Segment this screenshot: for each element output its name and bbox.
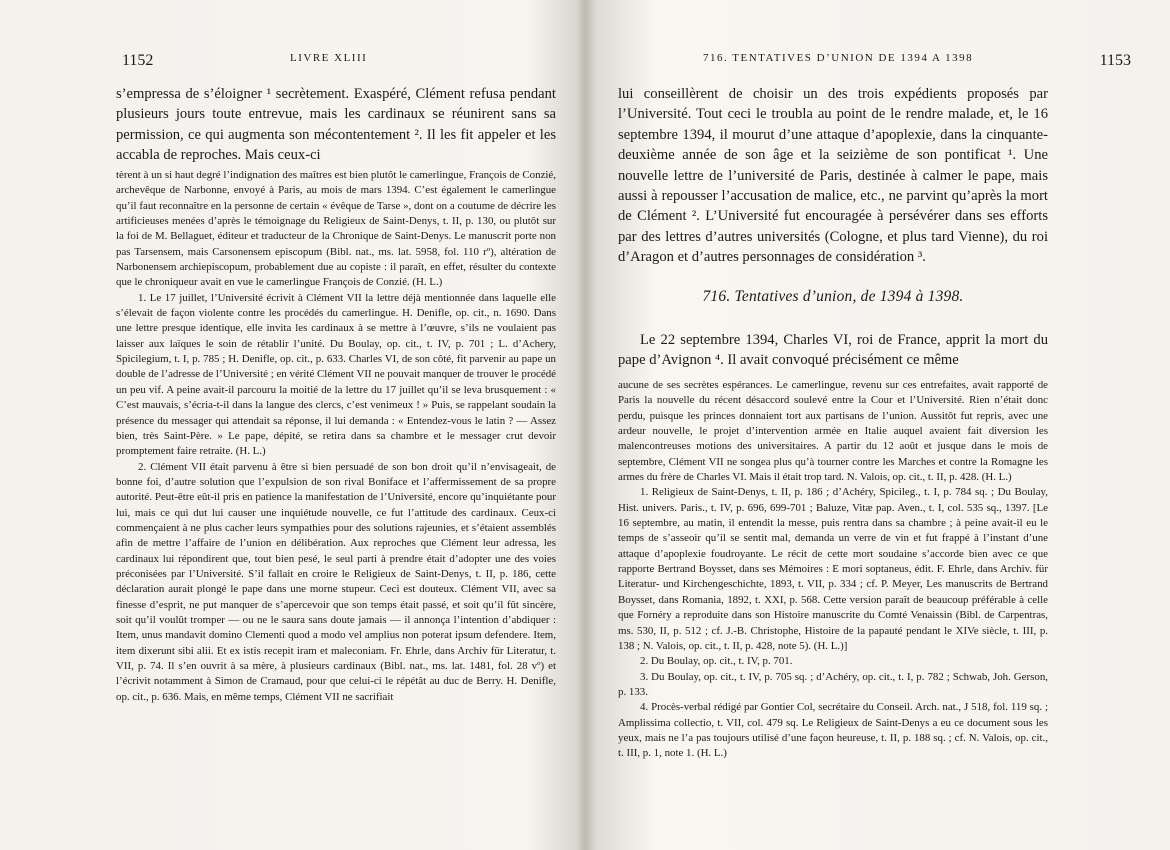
footnote-continued: tèrent à un si haut degré l’indignation des maîtres est bien plutôt le camerlingue, François de Conzié, archevêque de Narbonne, envoyé à Paris, au mois de mars 1394. C’est également le camerlingue qu’il faut reconnaître en la personne de certain « évêque de Tarse », dont on a coutume de décrire les artificieuses menées d’après le témoignage du Religieux de Saint-Denys, t. II, p. 130, ou plutôt sur la foi de M. Bellaguet, éditeur et traducteur de la Chronique de Saint-Denys. Le manuscrit porte non pas Tarsensem, mais Carsonensem episcopum (Bibl. nat., ms. lat. 5958, fol. 110 rº), altération de Narbonensem archiepiscopum, probablement due au copiste : il paraît, en effet, résulter du contexte que le chroniqueur avait en vue le camerlingue François de Conzié. (H. L.) [116, 169, 556, 289]
body-text-block [116, 84, 556, 166]
body-text-block [618, 330, 1048, 371]
running-title: 716. TENTATIVES D’UNION DE 1394 A 1398 [703, 52, 974, 64]
body-paragraph: Le 22 septembre 1394, Charles VI, roi de France, apprit la mort du pape d’Avignon ⁴. Il avait convoqué précisément ce même [618, 332, 1048, 369]
section-heading-block [618, 288, 1048, 306]
footnote-3: 3. Du Boulay, op. cit., t. IV, p. 705 sq. ; d’Achéry, op. cit., t. I, p. 782 ; Schwab, Joh. Gerson, p. 133. [618, 670, 1048, 698]
footnote-2: 2. Du Boulay, op. cit., t. IV, p. 701. [640, 655, 793, 668]
page-number: 1152 [122, 52, 154, 69]
page-number: 1153 [1099, 52, 1131, 69]
footnote-1: 1. Le 17 juillet, l’Université écrivit à Clément VII la lettre déjà mentionnée dans laquelle elle s’élevait de façon violente contre les procédés du camerlingue. H. Denifle, op. cit., n. 1690. Dans une lettre presque identique, elle invita les cardinaux à se mettre à l’œuvre, s’ils ne voulaient pas laisser aux laïques le soin de rétablir l’unité. Du Boulay, op. cit., t. IV, p. 701 ; L. d’Achery, Spicilegium, t. I, p. 785 ; H. Denifle, op. cit., p. 633. Charles VI, de son côté, fit parvenir au pape un double de l’adresse de l’Université ; en vérité Clément VII ne pouvait manquer de trouver le procédé un peu vif. A peine avait-il parcouru la moitié de la lettre du 17 juillet qu’il se leva brusquement : « C’est mauvais, s’écria-t-il dans la langue des clercs, c’est venimeux ! » Puis, se rappelant soudain la présence du messager qui attendait sa réponse, il lui demanda : « Entendez-vous le latin ? — Assez bien, très Saint-Père. » Le pape, dépité, se retira dans sa chambre et le messager crut devoir promptement faire retraite. (H. L.) [116, 291, 556, 458]
body-paragraph: s’empressa de s’éloigner ¹ secrètement. Exaspéré, Clément refusa pendant plusieurs jours toute entrevue, mais les cardinaux se réunirent sans sa permission, ce qui augmenta son mécontentement ². Il les fit appeler et les accabla de reproches. Mais ceux-ci [116, 86, 556, 164]
footnote-1: 1. Religieux de Saint-Denys, t. II, p. 186 ; d’Achéry, Spicileg., t. I, p. 784 sq. ; Du Boulay, Hist. univers. Paris., t. IV, p. 696, 699-701 ; Baluze, Vitæ pap. Aven., t. I, col. 535 sq., 1397. [Le 16 septembre, au matin, il entendit la messe, puis rentra dans sa chambre ; à peine avait-il eu le temps de s’asseoir qu’il se sentit mal, demanda un verre de vin et fut frappé à l’instant d’une attaque d’apoplexie foudroyante. Le récit de cette mort soudaine s’accorde bien avec ce que rapporte Bertrand Boysset, dans ses Mémoires : E mori soptaneus, édit. F. Ehrle, dans Archiv. für Literatur- und Kirchengeschichte, 1893, t. VII, p. 334 ; cf. P. Meyer, Les manuscrits de Bertrand Boysset, dans Romania, 1892, t. XXI, p. 568. Cette version paraît de beaucoup préférable à celle que Fornéry a reproduite dans son Histoire manuscrite du Comté Venaissin (Bibl. de Carpentras, ms. 530, II, p. 512 ; cf. J.-B. Christophe, Histoire de la papauté pendant le XIVe siècle, t. III, p. 138 ; N. Valois, op. cit., t. II, p. 428, note 5). (H. L.)] [618, 486, 1048, 652]
footnotes [116, 168, 556, 705]
footnote-2: 2. Clément VII était parvenu à être si bien persuadé de son bon droit qu’il n’envisageait, de bonne foi, d’autre solution que l’expulsion de son rival Boniface et l’affermissement de sa propre autorité. Peut-être eût-il pris en patience la manifestation de l’Université, encore qu’inquiétante pour lui, mais ce qui dut lui causer une inquiétude nouvelle, ce fut l’attitude des cardinaux. Ceux-ci commençaient à ne plus cacher leurs sympathies pour des solutions rajeunies, et s’étaient assemblés afin de mettre l’affaire de l’union en délibération. Aux reproches que Clément leur adressa, les cardinaux lui répondirent que, tout bien pesé, le seul parti à prendre était d’adopter une des voies préconisées par l’Université. S’il fallait en croire le Religieux de Saint-Denys, t. II, p. 186, cette déclaration aurait plongé le pape dans une morne stupeur. Ceci est douteux. Clément VII, avec sa finesse d’esprit, ne put manquer de s’apercevoir que son temps était passé, et soit qu’il fût sincère, soit qu’il voulût tromper — ou ne le saura sans doute jamais — il annonça l’intention d’abdiquer : Item, unus mandavit domino Clementi quod a modo vel amplius non poterat ipsum defendere. Item, item dixerunt sibi alii. Et ex istis recepit iram et maleconiam. Fr. Ehrle, dans Archiv für Literatur, t. VII, p. 74. Il s’en ouvrit à sa mère, à plusieurs cardinaux (Bibl. nat., ms. lat. 1481, fol. 28 vº) et l’écrivit notamment à Simon de Cramaud, pour que celui-ci le répétât au duc de Berry. H. Denifle, op. cit., p. 636. Mais, en même temps, Clément VII ne sacrifiait [116, 460, 556, 703]
footnote-continued: aucune de ses secrètes espérances. Le camerlingue, revenu sur ces entrefaites, avait rapporté de Paris la nouvelle du récent désaccord soulevé entre la Cour et l’Université. Rien n’était donc perdu, puisque les princes donnaient tort aux partisans de l’union. Aussitôt fut repris, avec une ardeur nouvelle, le projet d’intervention armée en Italie auquel avaient fait diversion les malencontreuses motions des universitaires. A partir du 12 août et jusque dans le mois de septembre, Clément VII ne songea plus qu’à tourner contre les Marches et contre la Romagne les armes du frère de Charles VI. Mais il était trop tard. N. Valois, op. cit., t. II, p. 428. (H. L.) [618, 379, 1048, 484]
footnotes [618, 378, 1048, 762]
running-title: LIVRE XLIII [290, 52, 368, 64]
right-page [585, 0, 1170, 850]
body-paragraph: lui conseillèrent de choisir un des trois expédients proposés par l’Université. Tout ceci le troubla au point de le rendre malade, et, le 16 septembre 1394, il mourut d’une attaque d’apoplexie, dans la cinquante-deuxième année de son âge et la seizième de son pontificat ¹. Une nouvelle lettre de l’université de Paris, destinée à calmer le pape, mais aussi à repousser l’accusation de malice, etc., ne parvint qu’après la mort de Clément ². L’Université fut encouragée à persévérer dans ses efforts par des lettres d’autres universités (Cologne, et plus tard Vienne), du roi d’Aragon et d’autres personnages de considération ³. [618, 86, 1048, 266]
body-text-block [618, 84, 1048, 268]
footnote-4: 4. Procès-verbal rédigé par Gontier Col, secrétaire du Conseil. Arch. nat., J 518, fol. 119 sq. ; Amplissima collectio, t. VII, col. 479 sq. Le Religieux de Saint-Denys a eu ce document sous les yeux, mais ne l’a pas toujours utilisé d’une façon heureuse, t. II, p. 188 sq. ; cf. N. Valois, op. cit., t. III, p. 1, note 1. (H. L.) [618, 701, 1048, 760]
section-title: 716. Tentatives d’union, de 1394 à 1398. [702, 288, 964, 305]
running-head-left [122, 52, 558, 70]
